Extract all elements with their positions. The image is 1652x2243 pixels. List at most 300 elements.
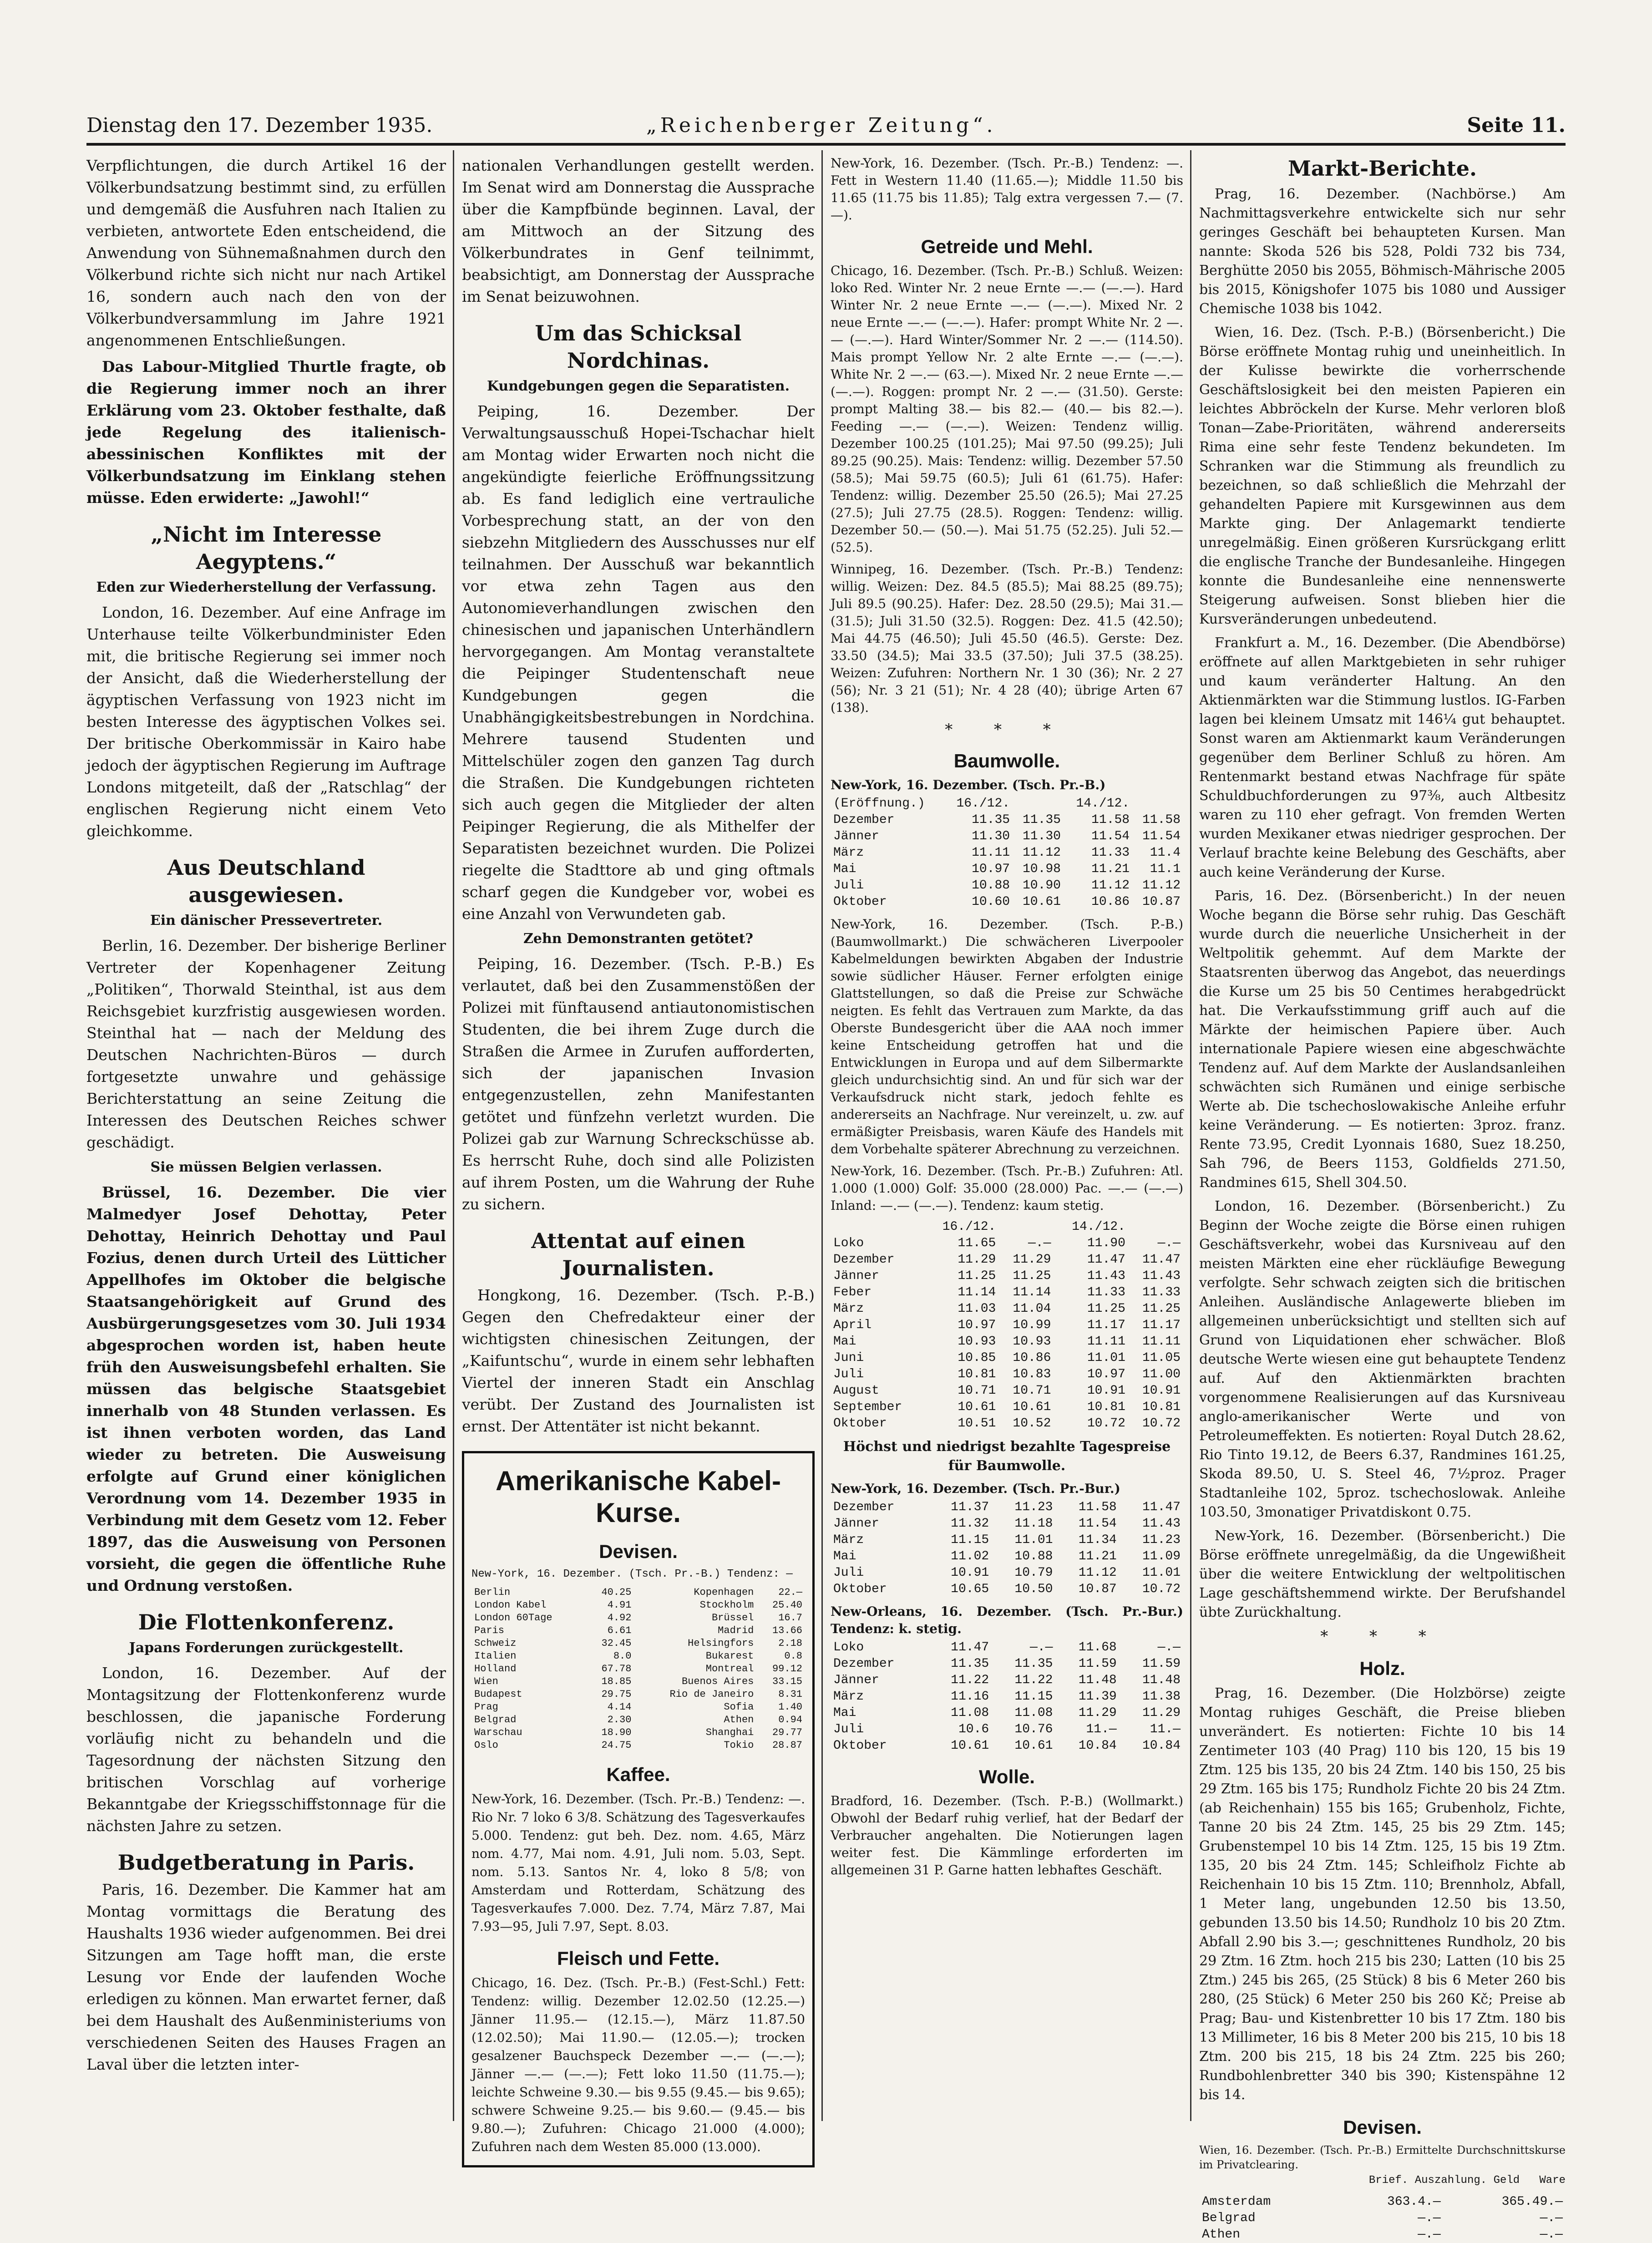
table-cell: 11.43 (1142, 1517, 1181, 1531)
table-cell: September (833, 1400, 902, 1414)
table-row (831, 1334, 1183, 1350)
table-cell: Helsingfors (688, 1638, 754, 1649)
table-cell: 11.65 (958, 1236, 996, 1250)
table-cell: 18.85 (601, 1676, 632, 1687)
column-rule-1 (453, 150, 454, 2121)
table-cell: Oktober (833, 1739, 887, 1753)
market-report: Frankfurt a. M., 16. Dezember. (Die Abendbörse) eröffnete auf allen Marktgebieten in sehr ruhiger und kaum veränderter Haltung. An den Aktienmärkten war die Stimmung lustlos. IG-Farben lagen bei kleinem Umsatz mit 146¼ gut behauptet. Sonst waren am Aktienmarkt kaum Veränderungen gegenüber dem Berliner Schluß zu hören. Am Rentenmarkt bestand etwas Nachfrage für späte Schuldbuchforderungen zu 97⅜, auch Altbesitz waren zu 110 eher gefragt. Von fremden Werten wurden Mexikaner etwas niedriger gesprochen. Der Verlauf brachte keine Belebung des Geschäfts, aber auch keine Veränderung der Kurse. (1199, 635, 1566, 880)
table-row (831, 1689, 1183, 1705)
table-cell: 11.58 (1142, 813, 1181, 827)
column-rule-2 (821, 150, 823, 2121)
table-row (831, 1252, 1183, 1268)
table-cell: 11.29 (1142, 1706, 1181, 1720)
baumwolle-zufuhren: New-York, 16. Dezember. (Tsch. Pr.-B.) Zufuhren: Atl. 1.000 (1.000) Golf: 35.000 (28.000) Pac. —.— (—.—) Inland: —.— (—.—). Tendenz: kaum stetig. (831, 1163, 1183, 1213)
table-row (471, 1637, 805, 1650)
wolle-heading: Wolle. (979, 1766, 1035, 1787)
hoechst-table (831, 1499, 1183, 1598)
table-row (831, 1350, 1183, 1366)
table-row (831, 1565, 1183, 1581)
table-row (471, 1726, 805, 1739)
table-row (471, 1714, 805, 1726)
table-cell: 10.76 (1014, 1722, 1053, 1736)
table-cell: 11.48 (1078, 1673, 1117, 1687)
table-cell: Buenos Aires (681, 1676, 754, 1687)
subheadline: Kundgebungen gegen die Separatisten. (486, 378, 790, 394)
table-row (831, 1235, 1183, 1252)
table-cell: 11.22 (951, 1673, 989, 1687)
table-cell: 11.59 (1078, 1657, 1117, 1671)
article-paragraph: Das Labour-Mitglied Thurtle fragte, ob die Regierung immer noch an ihrer Erklärung vom 23. Oktober festhalte, daß jede Regelung des italienisch-abessinischen Konfliktes mit der Völkerbundsatzung im Einklang stehen müsse. Eden erwiderte: „Jawohl!“ (86, 358, 446, 507)
table-cell: 11.54 (1091, 829, 1130, 843)
table-row (831, 1516, 1183, 1532)
table-header-cell (998, 1219, 1054, 1235)
table-row (471, 1586, 805, 1599)
devisen-heading: Devisen. (599, 1541, 678, 1562)
subheadline: Ein dänischer Pressevertreter. (150, 913, 383, 929)
table-cell: Jänner (833, 829, 879, 843)
table-cell: Dezember (833, 1657, 895, 1671)
table-cell: 22.— (778, 1587, 802, 1598)
table-cell: —.— (1540, 2211, 1563, 2225)
table-row (831, 1317, 1183, 1334)
table-cell: Wien (474, 1676, 498, 1687)
table-cell: —.— (1418, 2211, 1441, 2225)
table-row (471, 1650, 805, 1663)
table-cell: Rio de Janeiro (669, 1689, 754, 1700)
table-cell: 11.48 (1142, 1673, 1181, 1687)
table-cell: Warschau (474, 1727, 522, 1738)
table-row (831, 1416, 1183, 1432)
table-cell: Loko (833, 1640, 864, 1654)
table-cell: 11.14 (958, 1285, 996, 1299)
table-cell: 11.18 (1014, 1517, 1053, 1531)
marktberichte-heading: Markt-Berichte. (1287, 156, 1477, 181)
table-row (831, 878, 1183, 894)
table-cell: Budapest (474, 1689, 522, 1700)
table-cell: 99.12 (772, 1663, 802, 1675)
article-paragraph: London, 16. Dezember. Auf der Montagsitzung der Flottenkonferenz wurde beschlossen, die japanische Forderung vorläufig nicht zu behandeln und die Tagesordnung der nächsten Sitzung den britischen Vorschlag auf vorherige Bekanntgabe der Kriegsschiffstonnage für die nächsten Jahre zu setzen. (86, 1664, 446, 1835)
table-cell: 10.97 (972, 862, 1010, 876)
table-row (831, 1399, 1183, 1416)
table-header-row (831, 1219, 1183, 1235)
table-cell: 11.01 (1014, 1533, 1053, 1547)
table-cell: 0.94 (778, 1714, 802, 1725)
subheadline: Eden zur Wiederherstellung der Verfassung. (96, 579, 436, 595)
table-row (831, 1656, 1183, 1672)
table-cell: 11.16 (951, 1690, 989, 1704)
table-cell: 10.87 (1142, 895, 1181, 909)
table-cell: Mai (833, 1706, 856, 1720)
column-3 (831, 155, 1183, 2121)
holz-heading: Holz. (1359, 1658, 1405, 1679)
chicago-text: Chicago, 16. Dezember. (Tsch. Pr.-B.) Schluß. Weizen: loko Red. Winter Nr. 2 neue Ernte —.— (—.—). Hard Winter Nr. 2 neue Ernte —.— (—.—). Mixed Nr. 2 neue Ernte —.— (—.—). Hafer: prompt White Nr. 2 —.— (—.—). Hard Winter/Sommer Nr. 2 —.— (114.50). Mais prompt Yellow Nr. 2 alte Ernte —.— (—.—). White Nr. 2 —.— (63.—). Mixed Nr. 2 neue Ernte —.— (—.—). Roggen: prompt Nr. 2 —.— (31.50). Gerste: prompt Malting 38.— bis 82.— (40.— bis 82.—). Feeding —.— (—.—). Weizen: Tendenz willig. Dezember 100.25 (101.25); Mai 97.50 (99.25); Juli 89.25 (90.25). Mais: Tendenz: willig. Dezember 57.50 (58.5); Mai 59.75 (60.5); Juli 61 (61.75). Hafer: Tendenz: willig. Dezember 25.50 (26.5); Mai 27.25 (27.5); Juli 27.75 (28.5). Roggen: Tendenz: willig. Dezember 50.— (50.—). Mai 51.75 (52.25). Juli 52.— (52.5). (831, 263, 1183, 555)
table-cell: Jänner (833, 1517, 879, 1531)
devisen-header: New-York, 16. Dezember. (Tsch. Pr.-B.) Tendenz: — (471, 1568, 793, 1580)
table-cell: Berlin (474, 1587, 511, 1598)
table-cell: 11.68 (1078, 1640, 1117, 1654)
neworleans-table (831, 1639, 1183, 1754)
devisen-wien-table (1199, 2194, 1566, 2243)
devisen-wien-subheader: Brief. Auszahlung. Geld Ware (1368, 2174, 1566, 2187)
headline-nordchina: Um das Schicksal Nordchinas. (535, 321, 742, 373)
table-row (471, 1612, 805, 1624)
column-4 (1199, 155, 1566, 2242)
table-cell: 11.58 (1078, 1500, 1117, 1514)
table-cell: 2.30 (607, 1714, 632, 1725)
table-cell: 10.84 (1078, 1739, 1117, 1753)
article-paragraph: Berlin, 16. Dezember. Der bisherige Berliner Vertreter der Kopenhagener Zeitung „Politiken“, Thorwald Steinthal, ist aus dem Reichsgebiet kurzfristig ausgewiesen worden. Steinthal hat — nach der Meldung des Deutschen Nachrichten-Büros — durch fortgesetzte unwahre und gehässige Berichterstattung an seine Zeitung die Interessen des Deutschen Reiches schwer geschädigt. (86, 937, 446, 1151)
table-cell: Oktober (833, 1416, 887, 1431)
table-cell: Mai (833, 1549, 856, 1563)
table-cell: 11.12 (1078, 1566, 1117, 1580)
table-cell: Madrid (718, 1625, 754, 1636)
neworleans-header: New-Orleans, 16. Dezember. (Tsch. Pr.-Bur.) Tendenz: k. stetig. (831, 1604, 1183, 1636)
table-cell: 11.08 (951, 1706, 989, 1720)
table-cell: 32.45 (601, 1638, 632, 1649)
table-header-cell: 16./12. (956, 797, 1010, 811)
table-cell: 11.29 (958, 1253, 996, 1267)
table-cell: Prag (474, 1701, 498, 1713)
hoechst-header: Höchst und niedrigst bezahlte Tagespreise für Baumwolle. (843, 1439, 1171, 1474)
subheadline: Zehn Demonstranten getötet? (523, 931, 754, 947)
table-cell: London 60Tage (474, 1612, 552, 1624)
table-cell: 10.61 (1022, 895, 1061, 909)
table-cell: Juli (833, 1367, 864, 1381)
table-cell: Shanghai (705, 1727, 754, 1738)
table-row (831, 1383, 1183, 1399)
table-cell: 67.78 (601, 1663, 632, 1675)
table-row (471, 1663, 805, 1675)
table-cell: Oktober (833, 895, 887, 909)
table-cell: 10.91 (951, 1566, 989, 1580)
kabelkurse-title: Amerikanische Kabel-Kurse. (496, 1466, 781, 1528)
table-row (831, 894, 1183, 910)
table-row (831, 828, 1183, 845)
table-cell: Schweiz (474, 1638, 517, 1649)
table-cell: 4.91 (607, 1599, 632, 1611)
table-cell: 11.11 (1087, 1335, 1125, 1349)
table-cell: 10.79 (1014, 1566, 1053, 1580)
table-cell: 16.7 (778, 1612, 802, 1624)
table-cell: 363.4.— (1387, 2195, 1441, 2209)
table-cell: 10.83 (1013, 1367, 1051, 1381)
table-row (471, 1675, 805, 1688)
table-header-cell (1013, 796, 1064, 812)
table-cell: 1.40 (778, 1701, 802, 1713)
hn-newyork-header: New-York, 16. Dezember. (Tsch. Pr.-Bur.) (831, 1481, 1120, 1496)
table-cell: April (833, 1318, 872, 1332)
table-cell: 8.0 (613, 1650, 632, 1662)
table-cell: 11.47 (1142, 1253, 1181, 1267)
table-cell: Sofia (724, 1701, 754, 1713)
table-cell: 10.65 (951, 1582, 989, 1596)
table-row (471, 1599, 805, 1612)
table-header-cell: 16./12. (942, 1220, 996, 1234)
table-cell: 0.8 (784, 1650, 802, 1662)
baumwolle-text: New-York, 16. Dezember. (Tsch. P.-B.) (Baumwollmarkt.) Die schwächeren Liverpooler Kabelmeldungen bewirkten Abgaben der Industrie sowie südlicher Häuser. Ferner erfolgten einige Glattstellungen, so daß die Preise zur Schwäche neigten. Es fehlt das Vertrauen zum Markte, da das Oberste Bundesgericht über die AAA noch immer keine Entscheidung getroffen hat und die Entwicklungen in Europa und auf dem Silbermarkte gleich undurchsichtig sind. An und für sich war der Verkaufsdruck nicht stark, jedoch fehlte es andererseits an Nachfrage. Nur vereinzelt, u. zw. auf ermäßigter Preisbasis, waren Käufe des Handels mit dem Vorbehalte späterer Abrechnung zu verzeichnen. (831, 917, 1183, 1157)
getreide-heading: Getreide und Mehl. (921, 236, 1093, 257)
table-cell: 11.47 (1142, 1500, 1181, 1514)
devisen-heading-wien: Devisen. (1343, 2116, 1422, 2138)
table-cell: 11.35 (972, 813, 1010, 827)
table-cell: 11.21 (1078, 1549, 1117, 1563)
headline-attentat: Attentat auf einen Journalisten. (531, 1228, 745, 1280)
table-cell: 11.12 (1022, 846, 1061, 860)
table-cell: 25.40 (772, 1599, 802, 1611)
table-cell: 11.01 (1087, 1351, 1125, 1365)
table-cell: 11.25 (958, 1269, 996, 1283)
market-report: Paris, 16. Dez. (Börsenbericht.) In der neuen Woche begann die Börse sehr ruhig. Das Geschäft wurde durch die neuerliche Unsicherheit in der Weltpolitik gehemmt. Auf dem Markte der Staatsrenten überwog das Angebot, das neuerdings die Kurse um 25 bis 50 Centimes herabgedrückt hat. Die Verkaufsstimmung griff auch auf die Märkte der heimischen Papiere über. Auch internationale Papiere wiesen eine abgeschwächte Tendenz auf. Auf dem Markte der Auslandsanleihen schwächten sich Rumänen und einige serbische Werte ab. Die tschechoslowakische Anleihe erfuhr keine Veränderung. — Es notierten: 3proz. franz. Rente 73.95, Credit Lyonnais 1680, Suez 18.250, Sah 796, de Beers 1153, Goldfields 271.50, Randmines 615, Shell 304.50. (1199, 888, 1566, 1191)
table-cell: 10.88 (972, 878, 1010, 893)
table-row (831, 1581, 1183, 1598)
table-row (831, 1548, 1183, 1565)
article-paragraph: Hongkong, 16. Dezember. (Tsch. P.-B.) Gegen den Chefredakteur einer der wichtigsten chinesischen Zeitungen, der „Kaifuntschu“, wurde in einem sehr lebhaften Viertel der inneren Stadt ein Anschlag verübt. Der Zustand des Journalisten ist ernst. Der Attentäter ist nicht bekannt. (462, 1286, 815, 1435)
table-cell: 10.51 (958, 1416, 996, 1431)
table-cell: 33.15 (772, 1676, 802, 1687)
table-cell: Juni (833, 1351, 864, 1365)
table-cell: Dezember (833, 1253, 895, 1267)
table-cell: 11.54 (1142, 829, 1181, 843)
table-cell: 10.98 (1022, 862, 1061, 876)
table-row (1199, 2227, 1566, 2243)
market-report: Wien, 16. Dez. (Tsch. P.-B.) (Börsenbericht.) Die Börse eröffnete Montag ruhig und uneinheitlich. In der Kulisse bewirkte die vorherrschende Geschäftslosigkeit bei den meisten Papieren ein leichtes Abbröckeln der Kurse. Mehr verloren bloß Tonan—Zabe-Prioritäten, während andererseits Rima eine sehr feste Tendenz bekundeten. Im Schranken war die Stimmung als freundlich zu bezeichnen, so daß schließlich die Mehrzahl der gehandelten Papiere mit Kursgewinnen aus dem Markte ging. Der Anlagemarkt tendierte unregelmäßig. Einen größeren Kursrückgang erlitt die englische Tranche der Bundesanleihe. Hingegen konnte die Bundesanleihe eine nennenswerte Steigerung aufweisen. Sonst blieben hier die Kursveränderungen unbedeutend. (1199, 325, 1566, 627)
table-row (831, 861, 1183, 878)
table-cell: 11.17 (1087, 1318, 1125, 1332)
newspaper-title: „Reichenberger Zeitung“. (646, 114, 997, 137)
table-cell: Holland (474, 1663, 517, 1675)
table-cell: 4.14 (607, 1701, 632, 1713)
table-cell: 10.61 (1014, 1739, 1053, 1753)
fleisch-heading: Fleisch und Fette. (557, 1948, 720, 1969)
table-row (831, 1301, 1183, 1317)
headline-ausgewiesen: Aus Deutschland ausgewiesen. (167, 855, 365, 907)
table-cell: Jänner (833, 1269, 879, 1283)
page-header (86, 109, 1566, 141)
table-cell: 11.35 (951, 1657, 989, 1671)
market-report: London, 16. Dezember. (Börsenbericht.) Zu Beginn der Woche zeigte die Börse einen ruhigen Geschäftsverkehr, wobei das Kursniveau auf den meisten Märkten eine eher rückläufige Bewegung verfolgte. Sehr schwach zeigten sich die britischen Anleihen. Ausländische Anlagewerte blieben im allgemeinen unberücksichtigt und stellten sich auf Grund von Liquidationen eher schwächer. Bloß deutsche Werte wiesen eine gut behauptete Tendenz auf. Auf den Aktienmärkten brachten vorgenommene Realisierungen auf das Kursniveau anglo-amerikanischer Werte und von Petroleumeffekten. Es notierten: Royal Dutch 28.62, Rio Tinto 19.12, de Beers 6.37, Randmines 161.25, Skoda 89.50, U. S. Steel 46, 7½proz. Prager Stadtanleihe 102, 5proz. tschechoslowak. Anleihe 103.50, 3monatiger Privatdiskont 0.75. (1199, 1198, 1566, 1520)
table-cell: 10.90 (1022, 878, 1061, 893)
table-cell: 28.87 (772, 1740, 802, 1751)
table-row (471, 1688, 805, 1701)
table-cell: 10.71 (1013, 1384, 1051, 1398)
table-cell: 11.37 (951, 1500, 989, 1514)
table-cell: 10.85 (958, 1351, 996, 1365)
kaffee-text: New-York, 16. Dezember. (Tsch. Pr.-B.) Tendenz: —. Rio Nr. 7 loko 6 3/8. Schätzung des Tagesverkaufes 5.000. Tendenz: gut beh. Dez. nom. 4.65, März nom. 4.77, Mai nom. 4.91, Juli nom. 5.03, Sept. nom. 5.13. Santos Nr. 4, loko 8 5/8; von Amsterdam und Rotterdam, Schätzung des Tagesverkaufes 7.000. Dez. 7.74, März 7.87, Mai 7.93—95, Juli 7.97, Sept. 8.03. (471, 1791, 805, 1934)
table-cell: 11.90 (1087, 1236, 1125, 1250)
table-cell: Paris (474, 1625, 505, 1636)
table-cell: 11.47 (951, 1640, 989, 1654)
table-row (831, 1721, 1183, 1738)
table-cell: Belgrad (474, 1714, 517, 1725)
table-row (1199, 2194, 1566, 2210)
separator-stars: * * * (1320, 1627, 1444, 1645)
table-cell: Feber (833, 1285, 872, 1299)
fleisch-text: Chicago, 16. Dez. (Tsch. Pr.-B.) (Fest-Schl.) Fett: Tendenz: willig. Dezember 12.02.50 (12.25.—) Jänner 11.95.— (12.15.—), März 11.87.50 (12.02.50); Mai 11.90.— (12.05.—); trocken gesalzener Bauchspeck Dezember —.— (—.—); Jänner —.— (—.—); Fett loko 11.50 (11.75.—); leichte Schweine 9.30.— bis 9.55 (9.45.— bis 9.65); schwere Schweine 9.25.— bis 9.60.— (9.45.— bis 9.80.—); Zufuhren: Chicago 21.000 (4.000); Zufuhren nach dem Westen 85.000 (13.000). (471, 1975, 805, 2154)
table-cell: 18.90 (601, 1727, 632, 1738)
table-header-cell: 14./12. (1076, 797, 1130, 811)
table-cell: 40.25 (601, 1587, 632, 1598)
table-cell: 24.75 (601, 1740, 632, 1751)
newspaper-page (86, 109, 1566, 2242)
article-paragraph: London, 16. Dezember. Auf eine Anfrage im Unterhause teilte Völkerbundminister Eden mit, die britische Regierung sei immer noch der Ansicht, daß die Wiederherstellung der ägyptischen Verfassung von 1923 nicht im besten Interesse des ägyptischen Volkes sei. Der britische Oberkommissär in Kairo habe jedoch der ägyptischen Regierung im Auftrage Londons mitgeteilt, daß der „Ratschlag“ der englischen Regierung nicht einem Veto gleichkomme. (86, 604, 446, 840)
table-cell: März (833, 846, 864, 860)
table-row (831, 1268, 1183, 1284)
table-cell: 11.01 (1142, 1566, 1181, 1580)
table-cell: Jänner (833, 1673, 879, 1687)
table-cell: Tokio (724, 1740, 754, 1751)
table-row (831, 845, 1183, 861)
table-cell: 10.88 (1014, 1549, 1053, 1563)
table-cell: 11.33 (1087, 1285, 1125, 1299)
table-header-cell (1128, 1219, 1183, 1235)
table-cell: Loko (833, 1236, 864, 1250)
table-cell: Juli (833, 1566, 864, 1580)
table-cell: Mai (833, 1335, 856, 1349)
table-cell: März (833, 1690, 864, 1704)
table-cell: Athen (724, 1714, 754, 1725)
table-cell: 11.4 (1150, 846, 1181, 860)
table-cell: 11.00 (1142, 1367, 1181, 1381)
table-cell: 11.25 (1013, 1269, 1051, 1283)
table-cell: 11.25 (1087, 1302, 1125, 1316)
table-cell: 10.61 (958, 1400, 996, 1414)
table-cell: —.— (1157, 1640, 1181, 1654)
table-cell: 11.15 (951, 1533, 989, 1547)
subheadline: Japans Forderungen zurückgestellt. (129, 1640, 404, 1656)
headline-aegypten: „Nicht im Interesse Aegyptens.“ (151, 522, 382, 574)
table-cell: 11.23 (1142, 1533, 1181, 1547)
table-cell: 10.61 (951, 1739, 989, 1753)
article-paragraph: Brüssel, 16. Dezember. Die vier Malmedyer Josef Dehottay, Peter Dehottay, Heinrich Dehottay und Paul Fozius, denen durch Urteil des Lütticher Appellhofes im Oktober die belgische Staatsangehörigkeit auf Grund des Ausbürgerungsgesetzes vom 30. Juli 1934 abgesprochen worden ist, haben heute früh den Ausweisungsbefehl erhalten. Sie müssen das belgische Staatsgebiet innerhalb von 48 Stunden verlassen. Es ist ihnen verboten worden, das Land wieder zu betreten. Die Ausweisung erfolgte auf Grund einer königlichen Verordnung vom 14. Dezember 1935 in Verbindung mit dem Gesetz vom 12. Feber 1897, das die Ausweisung von Personen vorsieht, die gegen die öffentliche Ruhe und Ordnung verstoßen. (86, 1183, 446, 1594)
table-cell: Montreal (705, 1663, 754, 1675)
table-cell: Kopenhagen (694, 1587, 754, 1598)
table-cell: Mai (833, 862, 856, 876)
table-cell: Bukarest (705, 1650, 754, 1662)
table-cell: August (833, 1384, 879, 1398)
table-header-cell: 14./12. (1072, 1220, 1125, 1234)
headline-budgetberatung: Budgetberatung in Paris. (117, 1850, 415, 1875)
table-cell: 10.81 (1142, 1400, 1181, 1414)
table-cell: 13.66 (772, 1625, 802, 1636)
table-cell: Stockholm (699, 1599, 754, 1611)
devisen-table (471, 1586, 805, 1752)
table-cell: Italien (474, 1650, 517, 1662)
table-cell: 11.32 (951, 1517, 989, 1531)
table-cell: Oslo (474, 1740, 498, 1751)
header-rule (86, 143, 1566, 146)
table-cell: 11.03 (958, 1302, 996, 1316)
table-cell: London Kabel (474, 1599, 547, 1611)
wolle-text: Bradford, 16. Dezember. (Tsch. P.-B.) (Wollmarkt.) Obwohl der Bedarf ruhig verlief, hat der Bedarf der Verbraucher angehalten. Die Notierungen lagen weiter fest. Die Kämmlinge erforderten im allgemeinen 31 P. Garne hatten lebhaftes Geschäft. (831, 1793, 1183, 1878)
table-cell: 11.04 (1013, 1302, 1051, 1316)
table-cell: Athen (1202, 2228, 1241, 2242)
table-cell: 10.60 (972, 895, 1010, 909)
table-cell: —.— (1030, 1640, 1053, 1654)
table-cell: 11.09 (1142, 1549, 1181, 1563)
table-row (831, 1366, 1183, 1383)
table-cell: 11.43 (1087, 1269, 1125, 1283)
table-cell: 10.50 (1014, 1582, 1053, 1596)
table-cell: März (833, 1533, 864, 1547)
table-cell: 11.34 (1078, 1533, 1117, 1547)
table-cell: 11.38 (1142, 1690, 1181, 1704)
table-header-cell: (Eröffnung.) (833, 797, 925, 811)
table-cell: Amsterdam (1202, 2195, 1271, 2209)
table-cell: 11.15 (1014, 1690, 1053, 1704)
article-paragraph: Peiping, 16. Dezember. Der Verwaltungsausschuß Hopei-Tschachar hielt am Montag wider Erwarten noch nicht die angekündigte feierliche Eröffnungssitzung ab. Es fand lediglich eine vertrauliche Vorbesprechung statt, an der von den siebzehn Mitgliedern des Ausschusses nur elf teilnahmen. Der Ausschuß war bekanntlich vor etwa zehn Tagen aus den Autonomieverhandlungen zwischen den chinesischen und japanischen Unterhändlern hervorgegangen. Am Montag veranstaltete die Peipinger Studentenschaft neue Kundgebungen gegen die Unabhängigkeitsbestrebungen in Nordchina. Mehrere tausend Studenten und Mittelschüler zogen den ganzen Tag durch die Straßen. Die Kundgebungen richteten sich auch gegen die Mitglieder der alten Peipinger Regierung, die als Mithelfer der Separatisten bezeichnet wurden. Die Polizei riegelte die Stadttore ab und ging oftmals scharf gegen die Kundgeber vor, wobei es eine Anzahl von Verwundeten gab. (462, 402, 815, 923)
table-cell: 11.14 (1013, 1285, 1051, 1299)
separator-stars: * * * (945, 721, 1069, 739)
table-cell: 10.72 (1142, 1416, 1181, 1431)
table-cell: 11.30 (972, 829, 1010, 843)
table-row (831, 1738, 1183, 1754)
table-cell: 29.77 (772, 1727, 802, 1738)
table-cell: —.— (1540, 2228, 1563, 2242)
market-report: Prag, 16. Dezember. (Nachbörse.) Am Nachmittagsverkehre entwickelte sich nur sehr geringes Geschäft bei behaupteten Kursen. Man nannte: Skoda 526 bis 528, Poldi 732 bis 734, Berghütte 2050 bis 2055, Böhmisch-Mährische 2005 bis 2015, Königshofer 1075 bis 1080 und Aussiger Chemische 1038 bis 1042. (1199, 186, 1566, 317)
table-cell: —.— (1418, 2228, 1441, 2242)
table-cell: 11.1 (1150, 862, 1181, 876)
article-paragraph: Verpflichtungen, die durch Artikel 16 der Völkerbundsatzung bestimmt sind, zu erfüllen und demgemäß die Ausfuhren nach Italien zu verbieten, antwortete Eden entscheidend, die Anwendung von Sühnemaßnahmen durch den Völkerbund richte sich nicht nur nach Artikel 16, sondern auch nach den von der Völkerbundversammlung im Jahre 1921 angenommenen Entschließungen. (86, 157, 446, 349)
headline-flottenkonferenz: Die Flottenkonferenz. (138, 1610, 395, 1634)
market-report: New-York, 16. Dezember. (Börsenbericht.) Die Börse eröffnete unregelmäßig, da die Ungewißheit über die weitere Entwicklung der weltpolitischen Lage geschäftshemmend wirkte. Der Berufshandel übte Zurückhaltung. (1199, 1528, 1566, 1620)
table-cell: —.— (1157, 1236, 1181, 1250)
table-cell: 10.6 (958, 1722, 989, 1736)
table-cell: 365.49.— (1501, 2195, 1563, 2209)
table-cell: 11.29 (1013, 1253, 1051, 1267)
market-text: New-York, 16. Dezember. (Tsch. Pr.-B.) Tendenz: —. Fett in Western 11.40 (11.65.—); Middle 11.50 bis 11.65 (11.75 bis 11.85); Talg extra vergessen 7.— (7.—). (831, 156, 1183, 223)
table-cell: 11.23 (1014, 1500, 1053, 1514)
table-cell: 10.81 (958, 1367, 996, 1381)
table-cell: 10.91 (1087, 1384, 1125, 1398)
table-cell: 8.31 (778, 1689, 802, 1700)
table-cell: 11.11 (1142, 1335, 1181, 1349)
table-cell: 11.43 (1142, 1269, 1181, 1283)
table-cell: 11.47 (1087, 1253, 1125, 1267)
table-cell: 11.08 (1014, 1706, 1053, 1720)
table-row (831, 1672, 1183, 1689)
table-cell: März (833, 1302, 864, 1316)
article-paragraph: Paris, 16. Dezember. Die Kammer hat am Montag vormittags die Beratung des Haushalts 1936 wieder aufgenommen. Bei drei Sitzungen am Tage hofft man, die erste Lesung vor Ende der laufenden Woche erledigen zu können. Man erwartet ferner, daß bei dem Haushalt des Außenministeriums von verschiedenen Seiten des Hauses Fragen an Laval über die letzten inter- (86, 1881, 446, 2073)
table-cell: 11.59 (1142, 1657, 1181, 1671)
table-cell: 10.52 (1013, 1416, 1051, 1431)
table-cell: 11.33 (1142, 1285, 1181, 1299)
table-cell: 11.58 (1091, 813, 1130, 827)
table-cell: Juli (833, 878, 864, 893)
table-cell: 10.93 (1013, 1335, 1051, 1349)
baumwolle-header: New-York, 16. Dezember. (Tsch. Pr.-B.) (831, 777, 1106, 792)
table-header-row (831, 796, 1183, 812)
table-cell: Oktober (833, 1582, 887, 1596)
table-cell: 2.18 (778, 1638, 802, 1649)
table-cell: Dezember (833, 813, 895, 827)
table-cell: 10.72 (1142, 1582, 1181, 1596)
table-row (831, 1499, 1183, 1516)
table-row (831, 1639, 1183, 1656)
column-2 (462, 155, 815, 2154)
subheadline: Sie müssen Belgien verlassen. (150, 1159, 382, 1175)
table-row (1199, 2210, 1566, 2227)
table-cell: 11.35 (1014, 1657, 1053, 1671)
devisen-wien-header: Wien, 16. Dezember. (Tsch. Pr.-B.) Ermittelte Durchschnittskurse im Privatclearing. (1199, 2144, 1566, 2171)
table-cell: 11.12 (1142, 878, 1181, 893)
column-rule-3 (1190, 150, 1191, 2121)
table-header-cell (831, 1219, 924, 1235)
table-cell: 10.87 (1078, 1582, 1117, 1596)
table-cell: 11.05 (1142, 1351, 1181, 1365)
table-row (471, 1701, 805, 1714)
table-cell: Juli (833, 1722, 864, 1736)
table-cell: 11.39 (1078, 1690, 1117, 1704)
